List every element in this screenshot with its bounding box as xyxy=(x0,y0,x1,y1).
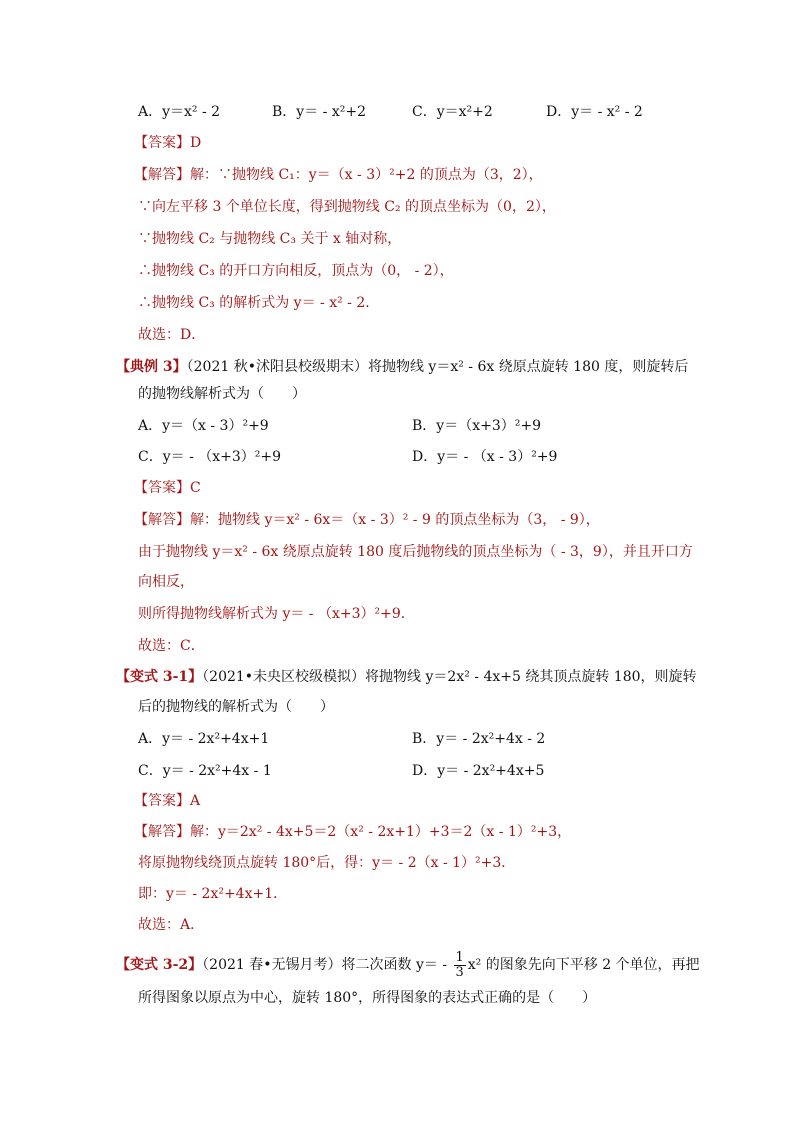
question-text: （2021•未央区校级模拟）将抛物线 y＝2x² - 4x+5 绕其顶点旋转 180，则旋转 xyxy=(202,669,697,685)
fraction-numerator: 1 xyxy=(455,949,464,965)
solution-line: 由于抛物线 y＝x² - 6x 绕原点旋转 180 度后抛物线的顶点坐标为（ - 3，9），并且开口方 xyxy=(138,544,693,560)
solution-line: ∴抛物线 C₃ 的解析式为 y＝ - x² - 2． xyxy=(138,295,380,311)
option-a: A．y＝x² - 2 xyxy=(138,104,221,120)
option-a: A．y＝（x - 3）²+9 xyxy=(138,418,269,434)
solution-line: 故选：D． xyxy=(138,327,206,343)
solution-line: ∵向左平移 3 个单位长度，得到抛物线 C₂ 的顶点坐标为（0，2）， xyxy=(138,199,556,215)
question-tag: 【变式 3-2】 xyxy=(116,957,203,973)
solution-line: ∴抛物线 C₃ 的开口方向相反，顶点为（0， - 2）， xyxy=(138,263,454,279)
answer-label: 【答案】A xyxy=(134,793,201,809)
option-b: B．y＝ - 2x²+4x - 2 xyxy=(412,731,546,747)
solution-line: 【解答】解：∵抛物线 C₁：y＝（x - 3）²+2 的顶点为（3，2）， xyxy=(134,167,543,183)
fraction-denominator: 3 xyxy=(455,964,464,980)
solution-line: 【解答】解：抛物线 y＝x² - 6x＝（x - 3）² - 9 的顶点坐标为（3， - 9）， xyxy=(134,512,600,528)
question-text: x² 的图象先向下平移 2 个单位，再把 xyxy=(467,957,700,973)
option-d: D．y＝ - （x - 3）²+9 xyxy=(412,449,558,465)
solution-line: 将原抛物线绕顶点旋转 180°后，得：y＝ - 2（x - 1）²+3． xyxy=(138,855,516,871)
solution-line: 故选：C． xyxy=(138,638,205,654)
question-text-continued: 的抛物线解析式为（ ） xyxy=(138,386,306,402)
solution-line: 向相反， xyxy=(138,574,194,590)
solution-line: 即：y＝ - 2x²+4x+1． xyxy=(138,886,288,902)
option-b: B．y＝ - x²+2 xyxy=(272,104,366,120)
question-tag: 【典例 3】 xyxy=(116,359,187,375)
option-b: B．y＝（x+3）²+9 xyxy=(412,418,541,434)
option-c: C．y＝x²+2 xyxy=(412,104,493,120)
option-d: D．y＝ - x² - 2 xyxy=(546,104,643,120)
question-tag: 【变式 3-1】 xyxy=(116,669,203,685)
solution-line: ∵抛物线 C₂ 与抛物线 C₃ 关于 x 轴对称， xyxy=(138,231,402,247)
solution-line: 则所得抛物线解析式为 y＝ - （x+3）²+9． xyxy=(138,606,415,622)
solution-line: 【解答】解：y＝2x² - 4x+5＝2（x² - 2x+1）+3＝2（x - 1）²+3， xyxy=(134,824,572,840)
question-example-3 xyxy=(116,357,688,377)
fraction xyxy=(454,951,466,980)
solution-line: 故选：A． xyxy=(138,917,205,933)
question-text: （2021 秋•沭阳县校级期末）将抛物线 y＝x² - 6x 绕原点旋转 180 度，则旋转后 xyxy=(186,359,689,375)
answer-label: 【答案】C xyxy=(134,480,201,496)
question-text-continued: 后的抛物线的解析式为（ ） xyxy=(138,699,334,715)
question-variant-3-1 xyxy=(116,667,697,687)
option-d: D．y＝ - 2x²+4x+5 xyxy=(412,763,545,779)
question-variant-3-2 xyxy=(116,948,700,982)
question-text: （2021 春•无锡月考）将二次函数 y＝ - xyxy=(202,957,452,973)
option-a: A．y＝ - 2x²+4x+1 xyxy=(138,731,270,747)
question-text-continued: 所得图象以原点为中心，旋转 180°，所得图象的表达式正确的是（ ） xyxy=(138,990,597,1006)
answer-label: 【答案】D xyxy=(134,135,202,151)
option-c: C．y＝ - 2x²+4x - 1 xyxy=(138,763,272,779)
option-c: C．y＝ - （x+3）²+9 xyxy=(138,449,282,465)
